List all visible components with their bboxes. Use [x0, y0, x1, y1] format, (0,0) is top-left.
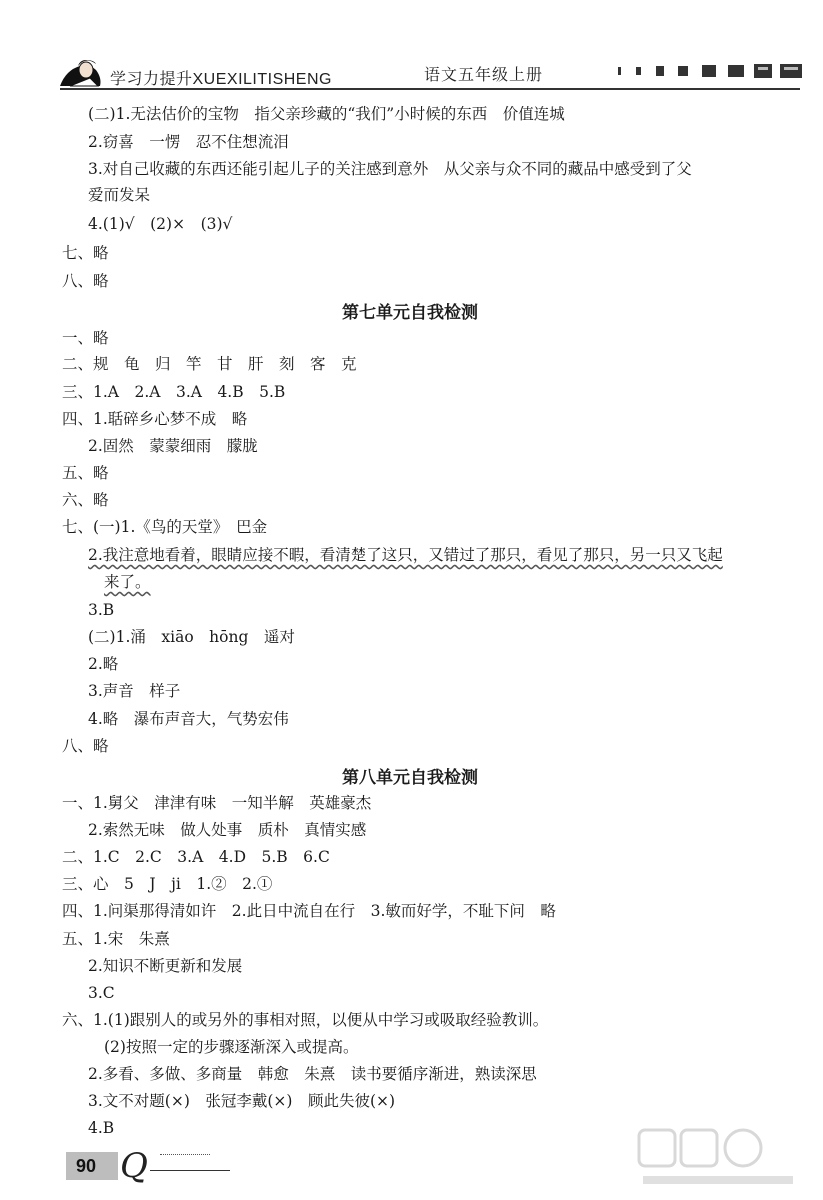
answer-line: 4.略 瀑布声音大，气势宏伟: [88, 710, 289, 728]
answer-line: 四、1.聒碎乡心梦不成 略: [62, 410, 248, 428]
answer-line: 四、1.问渠那得清如许 2.此日中流自在行 3.敏而好学，不耻下问 略: [62, 902, 556, 920]
answer-line: 3.声音 样子: [88, 682, 181, 700]
answer-line: 2.知识不断更新和发展: [88, 957, 243, 975]
answer-line: 3.B: [88, 601, 115, 619]
answer-line: 二、1.C 2.C 3.A 4.D 5.B 6.C: [62, 848, 330, 866]
page-number: 90: [76, 1156, 97, 1176]
page-number-box: [66, 1152, 118, 1180]
answer-line: 4.(1)√ (2)× (3)√: [88, 215, 233, 233]
answer-line: 八、略: [62, 272, 109, 290]
answer-line: 三、心 5 J ji 1.② 2.①: [62, 875, 273, 893]
answer-line: 一、略: [62, 329, 109, 347]
answer-line: 3.文不对题(×) 张冠李戴(×) 顾此失彼(×): [88, 1092, 396, 1110]
reading-person-icon: [56, 56, 106, 88]
answer-line: 八、略: [62, 737, 109, 755]
answer-line: 2.索然无味 做人处事 质朴 真情实感: [88, 821, 367, 839]
answer-line: (二)1.无法估价的宝物 指父亲珍藏的“我们”小时候的东西 价值连城: [88, 105, 565, 123]
answer-line: 4.B: [88, 1119, 115, 1137]
header-rule: [60, 88, 800, 90]
answer-line: 来了。: [104, 573, 151, 591]
answer-line: 2.固然 蒙蒙细雨 朦胧: [88, 437, 258, 455]
answer-line: 六、略: [62, 491, 109, 509]
answer-line: 2.多看、多做、多商量 韩愈 朱熹 读书要循序渐进，熟读深思: [88, 1065, 537, 1083]
watermark-logo-icon: [633, 1124, 803, 1194]
answer-line: 3.C: [88, 984, 115, 1002]
footer-dotted-rule: [160, 1154, 210, 1155]
answer-line: 2.窃喜 一愣 忍不住想流泪: [88, 133, 289, 151]
answer-line: 五、1.宋 朱熹: [62, 930, 170, 948]
section-title: 第八单元自我检测: [342, 768, 478, 787]
footer-rule: [150, 1170, 230, 1171]
subject-title: 语文五年级上册: [424, 67, 544, 84]
answer-line: 一、1.舅父 津津有味 一知半解 英雄豪杰: [62, 794, 372, 812]
answer-line: 二、规 龟 归 竿 甘 肝 刻 客 克: [62, 355, 357, 373]
answer-line: 七、略: [62, 244, 109, 262]
answer-line: 爱而发呆: [88, 186, 151, 204]
answer-line: 3.对自己收藏的东西还能引起儿子的关注感到意外 从父亲与众不同的藏品中感受到了父: [88, 160, 692, 178]
page-header: [0, 0, 823, 92]
answer-line: 五、略: [62, 464, 109, 482]
header-decoration-icon: [618, 64, 808, 78]
answer-line: 三、1.A 2.A 3.A 4.B 5.B: [62, 383, 286, 401]
answer-line: 2.略: [88, 655, 119, 673]
section-title: 第七单元自我检测: [342, 303, 478, 322]
answer-line: 2.我注意地看着，眼睛应接不暇，看清楚了这只，又错过了那只，看见了那只，另一只又飞起: [88, 546, 723, 564]
answer-line: 七、(一)1.《鸟的天堂》 巴金: [62, 518, 268, 536]
answer-line: 六、1.(1)跟别人的或另外的事相对照，以便从中学习或吸取经验教训。: [62, 1011, 549, 1029]
answer-line: (二)1.涌 xiāo hōng 遥对: [88, 628, 295, 646]
footer-q-logo: Q: [120, 1146, 148, 1186]
answer-line: (2)按照一定的步骤逐渐深入或提高。: [104, 1038, 359, 1056]
brand-title: 学习力提升XUEXILITISHENG: [110, 71, 332, 88]
